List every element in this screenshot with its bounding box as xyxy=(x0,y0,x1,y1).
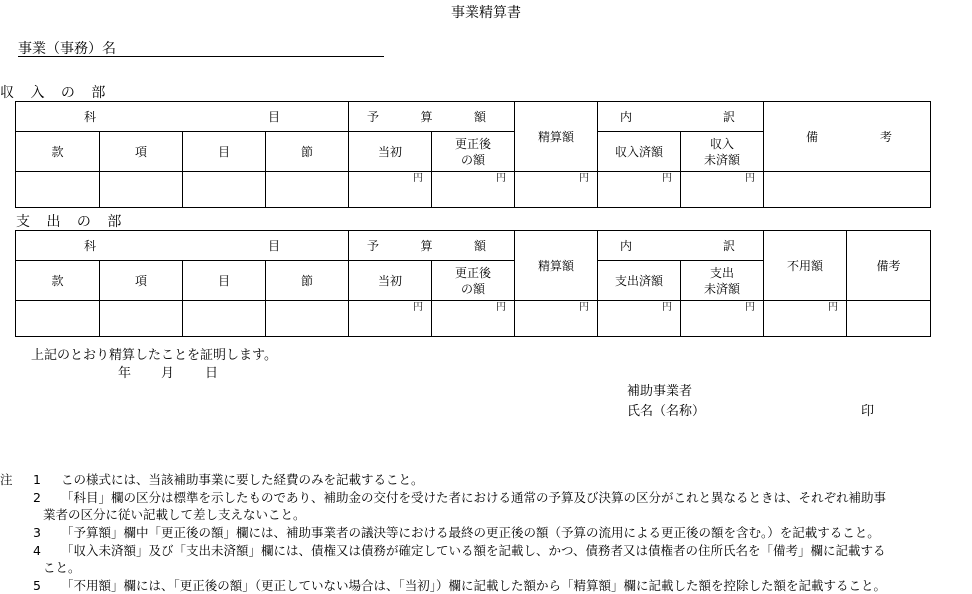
cell-blank xyxy=(764,172,931,208)
note-item xyxy=(33,576,886,594)
note-text: 「不用額」欄には、「更正後の額」（更正していない場合は、「当初」）欄に記載した額から「精算額」欄に記載した額を控除した額を記載すること。 xyxy=(60,578,886,593)
page-title: 事業精算書 xyxy=(451,5,521,21)
revised-line2: の額 xyxy=(461,281,486,296)
pending-line2: 未済額 xyxy=(704,281,741,296)
breakdown-header xyxy=(598,231,764,261)
yen-cell: 円 xyxy=(681,301,764,337)
yen-cell: 円 xyxy=(515,172,598,208)
date-day: 日 xyxy=(205,366,219,381)
kamoku-right: 目 xyxy=(268,238,281,253)
col-kan: 款 xyxy=(16,132,100,172)
budget-char: 算 xyxy=(420,109,433,124)
income-table xyxy=(15,101,931,208)
budget-char: 予 xyxy=(367,238,380,253)
revised-line1: 更正後 xyxy=(455,265,492,280)
budget-char: 額 xyxy=(474,238,487,253)
certify-text: 上記のとおり精算したことを証明します。 xyxy=(31,348,277,363)
remarks-header: 備考 xyxy=(847,231,931,301)
revised-line2: の額 xyxy=(461,152,486,167)
col-setsu: 節 xyxy=(266,132,349,172)
yen-cell: 円 xyxy=(515,301,598,337)
date-year: 年 xyxy=(118,366,132,381)
budget-header xyxy=(349,102,515,132)
cell-blank xyxy=(266,301,349,337)
remarks-char: 備 xyxy=(806,129,819,144)
col-setsu: 節 xyxy=(266,261,349,301)
project-name-line xyxy=(18,56,384,57)
col-received: 収入済額 xyxy=(598,132,681,172)
remarks-char: 考 xyxy=(880,129,893,144)
remarks-header xyxy=(764,102,931,172)
breakdown-char: 訳 xyxy=(723,238,736,253)
name-label: 氏名（名称） xyxy=(627,404,706,419)
cell-blank xyxy=(100,172,183,208)
note-text: 「科目」欄の区分は標準を示したものであり、補助金の交付を受けた者における通常の予算及び決算の区分がこれと異なるときは、それぞれ補助事 xyxy=(60,490,886,505)
col-unreceived xyxy=(681,132,764,172)
notes-prefix: 注 xyxy=(0,472,13,487)
yen-cell: 円 xyxy=(764,301,847,337)
yen-cell: 円 xyxy=(432,301,515,337)
operator-label: 補助事業者 xyxy=(627,384,693,399)
settled-header: 精算額 xyxy=(515,102,598,172)
cell-blank xyxy=(16,301,100,337)
expense-table xyxy=(15,230,931,337)
cell-blank xyxy=(183,301,266,337)
col-kan: 款 xyxy=(16,261,100,301)
budget-char: 算 xyxy=(420,238,433,253)
note-text: 「予算額」欄中「更正後の額」欄には、補助事業者の議決等における最終の更正後の額（予算の流用による更正後の額を含む。）を記載すること。 xyxy=(60,525,880,540)
expense-section-label: 支 出 の 部 xyxy=(16,214,128,230)
note-text: 「収入未済額」及び「支出未済額」欄には、債権又は債務が確定している額を記載し、かつ、債務者又は債権者の住所氏名を「備考」欄に記載する xyxy=(60,543,886,558)
note-item xyxy=(33,488,886,506)
col-revised xyxy=(432,261,515,301)
note-number: 2 xyxy=(33,490,41,505)
note-item xyxy=(33,470,424,488)
col-initial: 当初 xyxy=(349,132,432,172)
col-moku: 目 xyxy=(183,261,266,301)
note-continuation: こと。 xyxy=(43,560,81,575)
yen-cell: 円 xyxy=(598,172,681,208)
cell-blank xyxy=(100,301,183,337)
settled-header: 精算額 xyxy=(515,231,598,301)
kamoku-header xyxy=(16,102,349,132)
note-number: 4 xyxy=(33,543,41,558)
note-number: 1 xyxy=(33,472,41,487)
note-number: 5 xyxy=(33,578,41,593)
date-month: 月 xyxy=(161,366,175,381)
col-kou: 項 xyxy=(100,132,183,172)
col-kou: 項 xyxy=(100,261,183,301)
pending-line1: 収入 xyxy=(710,136,735,151)
yen-cell: 円 xyxy=(432,172,515,208)
project-name-label: 事業（事務）名 xyxy=(18,41,116,57)
kamoku-header xyxy=(16,231,349,261)
note-text: この様式には、当該補助事業に要した経費のみを記載すること。 xyxy=(60,472,424,487)
note-item xyxy=(33,523,880,541)
pending-line2: 未済額 xyxy=(704,152,741,167)
col-initial: 当初 xyxy=(349,261,432,301)
cell-blank xyxy=(847,301,931,337)
seal-mark: 印 xyxy=(861,404,875,419)
yen-cell: 円 xyxy=(349,301,432,337)
note-number: 3 xyxy=(33,525,41,540)
cell-blank xyxy=(183,172,266,208)
income-section-label: 収 入 の 部 xyxy=(0,85,112,101)
yen-cell: 円 xyxy=(681,172,764,208)
budget-char: 予 xyxy=(367,109,380,124)
unused-header: 不用額 xyxy=(764,231,847,301)
yen-cell: 円 xyxy=(598,301,681,337)
yen-cell: 円 xyxy=(349,172,432,208)
kamoku-right: 目 xyxy=(268,109,281,124)
note-continuation: 業者の区分に従い記載して差し支えないこと。 xyxy=(43,507,306,522)
kamoku-left: 科 xyxy=(84,238,97,253)
cell-blank xyxy=(266,172,349,208)
revised-line1: 更正後 xyxy=(455,136,492,151)
budget-header xyxy=(349,231,515,261)
col-unspent xyxy=(681,261,764,301)
budget-char: 額 xyxy=(474,109,487,124)
note-item xyxy=(33,541,886,559)
col-revised xyxy=(432,132,515,172)
cell-blank xyxy=(16,172,100,208)
breakdown-char: 訳 xyxy=(723,109,736,124)
breakdown-header xyxy=(598,102,764,132)
pending-line1: 支出 xyxy=(710,265,735,280)
col-moku: 目 xyxy=(183,132,266,172)
breakdown-char: 内 xyxy=(620,238,633,253)
kamoku-left: 科 xyxy=(84,109,97,124)
breakdown-char: 内 xyxy=(620,109,633,124)
col-spent: 支出済額 xyxy=(598,261,681,301)
